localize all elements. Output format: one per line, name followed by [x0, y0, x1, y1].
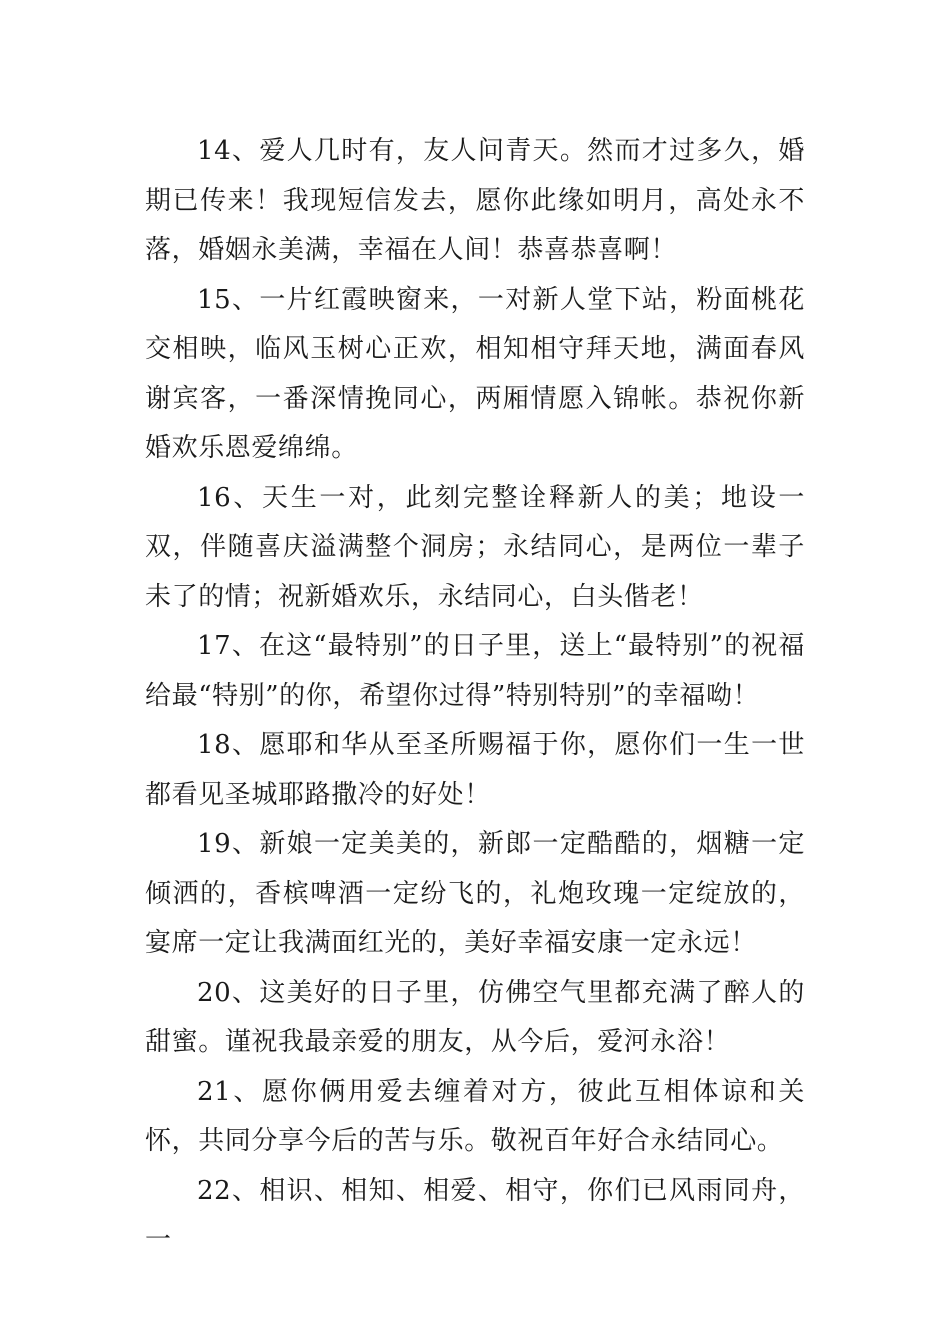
paragraph-19: 19、新娘一定美美的，新郎一定酷酷的，烟糖一定倾洒的，香槟啤酒一定纷飞的，礼炮玫瑰一定绽放的，宴席一定让我满面红光的，美好幸福安康一定永远！: [145, 829, 805, 958]
paragraph-21: 21、愿你俩用爱去缠着对方，彼此互相体谅和关怀，共同分享今后的苦与乐。敬祝百年好合永结同心。: [145, 1076, 805, 1156]
paragraph-14: 14、爱人几时有，友人问青天。然而才过多久，婚期已传来！我现短信发去，愿你此缘如明月，高处永不落，婚姻永美满，幸福在人间！恭喜恭喜啊！: [145, 136, 805, 265]
paragraph-16: 16、天生一对，此刻完整诠释新人的美；地设一双，伴随喜庆溢满整个洞房；永结同心，是两位一辈子未了的情；祝新婚欢乐，永结同心，白头偕老！: [145, 482, 805, 612]
paragraph-20: 20、这美好的日子里，仿佛空气里都充满了醉人的甜蜜。谨祝我最亲爱的朋友，从今后，爱河永浴！: [145, 977, 805, 1057]
paragraph-17: 17、在这“最特别”的日子里，送上“最特别”的祝福给最“特别”的你，希望你过得”特别特别”的幸福呦！: [145, 631, 805, 711]
paragraph-15: 15、一片红霞映窗来，一对新人堂下站，粉面桃花交相映，临风玉树心正欢，相知相守拜天地，满面春风谢宾客，一番深情挽同心，两厢情愿入锦帐。恭祝你新婚欢乐恩爱绵绵。: [145, 284, 805, 463]
document-page: [145, 127, 805, 1266]
paragraph-22: 22、相识、相知、相爱、相守，你们已风雨同舟，一: [145, 1175, 805, 1255]
paragraph-18: 18、愿耶和华从至圣所赐福于你，愿你们一生一世都看见圣城耶路撒冷的好处！: [145, 730, 805, 810]
